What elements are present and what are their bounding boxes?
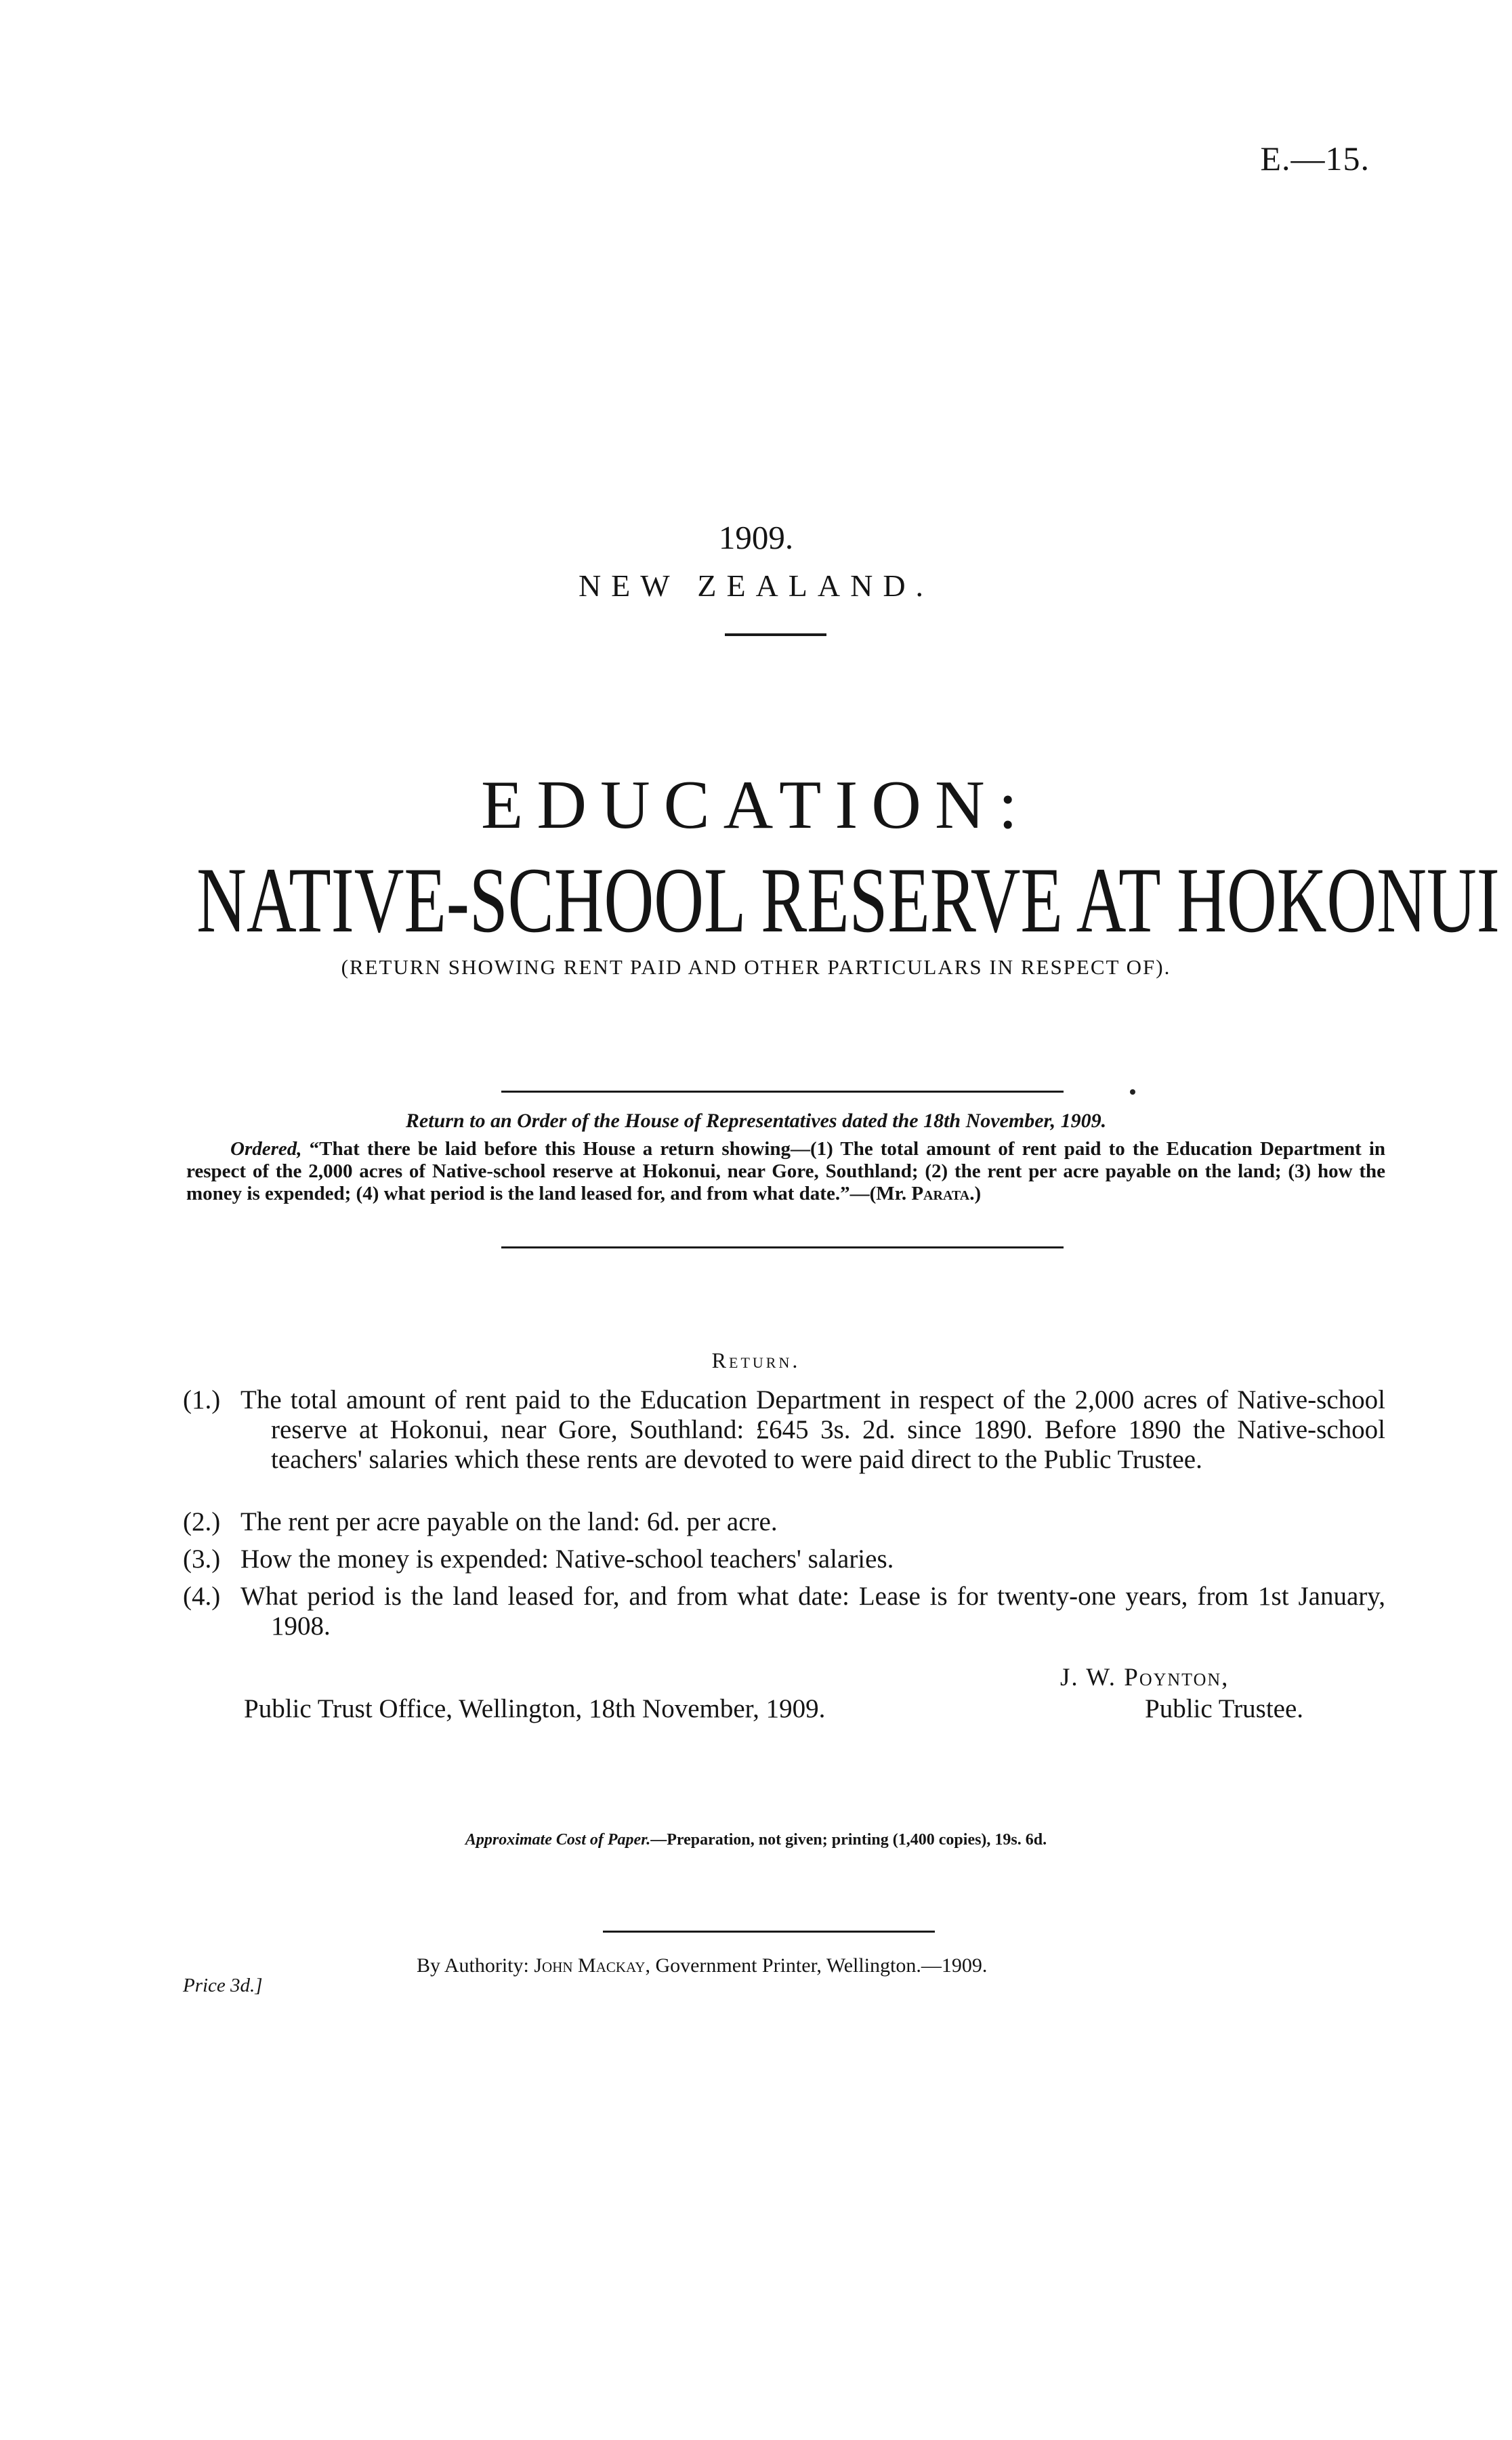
return-item-text: The rent per acre payable on the land: 6d. per acre. [240,1507,778,1536]
title-divider [725,633,826,636]
return-item-text: The total amount of rent paid to the Education Department in respect of the 2,000 acres of Native-school reserve at Hokonui, near Gore, Southland: £645 3s. 2d. since 1890. Before 1890 the Native-school teachers' salaries which these rents are devoted to were paid direct to the Public Trustee. [240,1385,1385,1474]
signer-title: Public Trustee. [1145,1694,1304,1723]
return-item-3 [183,1544,1385,1574]
signer-initials: J. W. [1060,1664,1125,1691]
document-reference: E.—15. [1260,140,1370,177]
country-name: NEW ZEALAND. [578,568,934,603]
document-subheading: (RETURN SHOWING RENT PAID AND OTHER PARTICULARS IN RESPECT OF). [341,955,1171,979]
printer-authority-line [417,1954,987,1977]
return-item-2 [183,1507,1385,1537]
return-item-1 [183,1385,1385,1475]
signer-name [1060,1663,1229,1692]
cost-text: —Preparation, not given; printing (1,400 copies), 19s. 6d. [650,1831,1047,1849]
printer-name: John Mackay [534,1954,646,1977]
return-item-number: (3.) [183,1544,221,1574]
mover-name: Parata [911,1183,970,1204]
footer-rule [603,1931,935,1933]
order-text [186,1138,1385,1205]
cost-of-paper-line [0,1831,1512,1849]
ordered-body: “That there be laid before this House a return showing—(1) The total amount of rent paid to the Education Department in respect of the 2,000 acres of Native-school reserve at Hokonui, near Gore, Southland; (2) the rent per acre payable on the land; (3) how the money is expended; (4) what period is the land leased for, and from what date.”—( [186,1138,1386,1204]
order-reference-line: Return to an Order of the House of Representatives dated the 18th November, 1909. [405,1110,1107,1132]
return-item-4 [183,1582,1385,1641]
return-item-number: (2.) [183,1507,221,1536]
price-note: Price 3d.] [183,1975,263,1996]
return-item-text: How the money is expended: Native-school teachers' salaries. [240,1544,894,1574]
authority-prefix: By Authority: [417,1954,534,1977]
document-headline: NATIVE-SCHOOL RESERVE AT HOKONUI [196,848,1500,952]
ordered-label: Ordered, [230,1138,302,1160]
cost-label: Approximate Cost of Paper. [465,1831,651,1849]
mover-suffix: .) [969,1183,982,1204]
order-top-rule [501,1091,1064,1093]
place-and-date: Public Trust Office, Wellington, 18th November, 1909. [244,1694,826,1723]
document-heading: EDUCATION: [481,767,1031,843]
signer-surname-suffix: , [1221,1664,1230,1691]
order-bottom-rule [501,1246,1064,1248]
return-heading: Return. [711,1348,801,1372]
return-item-number: (4.) [183,1582,221,1611]
return-item-text: What period is the land leased for, and from what date: Lease is for twenty-one years, from 1st January, 1908. [240,1582,1385,1641]
return-item-number: (1.) [183,1385,221,1414]
authority-suffix: , Government Printer, Wellington.—1909. [645,1954,988,1977]
mover-prefix: Mr. [876,1183,912,1204]
ornament-dot [1130,1089,1135,1095]
signer-surname: Poynton [1124,1664,1222,1691]
document-year: 1909. [718,519,794,556]
